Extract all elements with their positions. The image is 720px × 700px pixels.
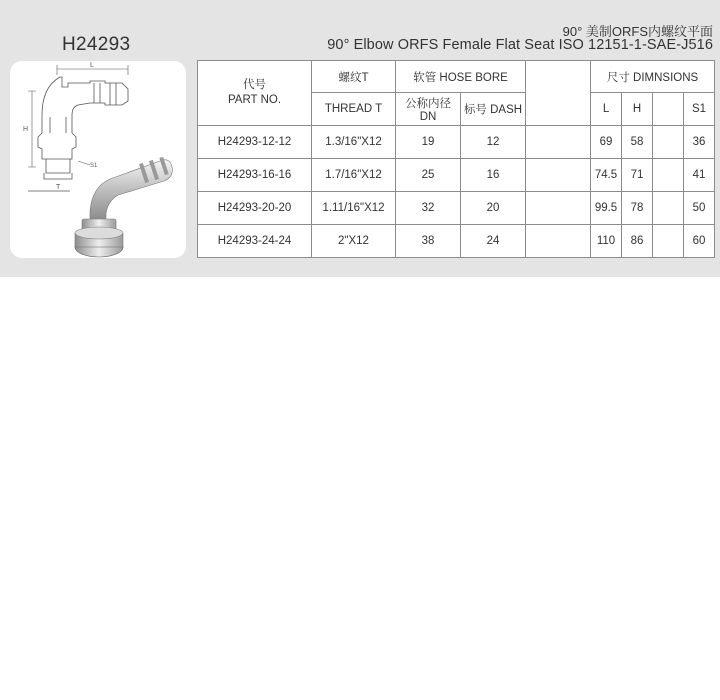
cell-blank — [526, 225, 591, 258]
fitting-render — [75, 157, 172, 257]
cell-dash: 20 — [461, 192, 526, 225]
header-dash: 标号 DASH — [461, 93, 526, 126]
cell-part: H24293-12-12 — [198, 126, 312, 159]
cell-thread: 1.7/16"X12 — [312, 159, 396, 192]
cell-blank — [526, 192, 591, 225]
table-row — [198, 126, 715, 159]
table-row — [198, 159, 715, 192]
header-part-no — [198, 61, 312, 126]
cell-S1: 41 — [684, 159, 715, 192]
header-part-en: PART NO. — [227, 94, 282, 106]
cell-thread: 1.3/16"X12 — [312, 126, 396, 159]
cell-blank — [526, 126, 591, 159]
cell-empty — [653, 159, 684, 192]
cell-S1: 36 — [684, 126, 715, 159]
cell-empty — [653, 225, 684, 258]
header-empty-dim — [653, 93, 684, 126]
header-thread-en: THREAD T — [312, 93, 396, 126]
header-dimensions: 尺寸 DIMNSIONS — [591, 61, 715, 93]
cell-dn: 19 — [396, 126, 461, 159]
product-image-panel — [10, 61, 186, 258]
cell-empty — [653, 126, 684, 159]
header-L: L — [591, 93, 622, 126]
product-title-cn: 90° 美制ORFS内螺纹平面 — [562, 24, 713, 39]
cell-dn: 32 — [396, 192, 461, 225]
technical-drawing — [28, 65, 128, 191]
cell-L: 69 — [591, 126, 622, 159]
elbow-fitting-illustration — [10, 61, 186, 258]
cell-part: H24293-16-16 — [198, 159, 312, 192]
product-code: H24293 — [62, 34, 131, 55]
table-row — [198, 225, 715, 258]
dim-label-H: H — [23, 126, 29, 133]
cell-L: 74.5 — [591, 159, 622, 192]
cell-part: H24293-24-24 — [198, 225, 312, 258]
header-hose-bore: 软管 HOSE BORE — [396, 61, 526, 93]
cell-dash: 12 — [461, 126, 526, 159]
dim-label-T: T — [56, 184, 61, 191]
header-blank — [526, 61, 591, 126]
header-thread-cn: 螺纹T — [312, 61, 396, 93]
header-H: H — [622, 93, 653, 126]
cell-dn: 25 — [396, 159, 461, 192]
dim-label-S1: S1 — [90, 163, 98, 169]
cell-L: 99.5 — [591, 192, 622, 225]
cell-S1: 50 — [684, 192, 715, 225]
cell-H: 71 — [622, 159, 653, 192]
header-part-cn: 代号 — [243, 79, 266, 91]
cell-thread: 1.11/16"X12 — [312, 192, 396, 225]
specification-table — [197, 60, 715, 258]
header-S1: S1 — [684, 93, 715, 126]
cell-dash: 24 — [461, 225, 526, 258]
header-dn: 公称内径 DN — [396, 93, 461, 126]
cell-S1: 60 — [684, 225, 715, 258]
cell-dn: 38 — [396, 225, 461, 258]
cell-dash: 16 — [461, 159, 526, 192]
cell-H: 86 — [622, 225, 653, 258]
cell-empty — [653, 192, 684, 225]
cell-thread: 2"X12 — [312, 225, 396, 258]
cell-L: 110 — [591, 225, 622, 258]
product-title-en: 90° Elbow ORFS Female Flat Seat ISO 12151-1-SAE-J516 — [327, 37, 713, 53]
cell-part: H24293-20-20 — [198, 192, 312, 225]
table-row — [198, 192, 715, 225]
cell-H: 58 — [622, 126, 653, 159]
cell-blank — [526, 159, 591, 192]
dim-label-L: L — [90, 62, 94, 69]
cell-H: 78 — [622, 192, 653, 225]
